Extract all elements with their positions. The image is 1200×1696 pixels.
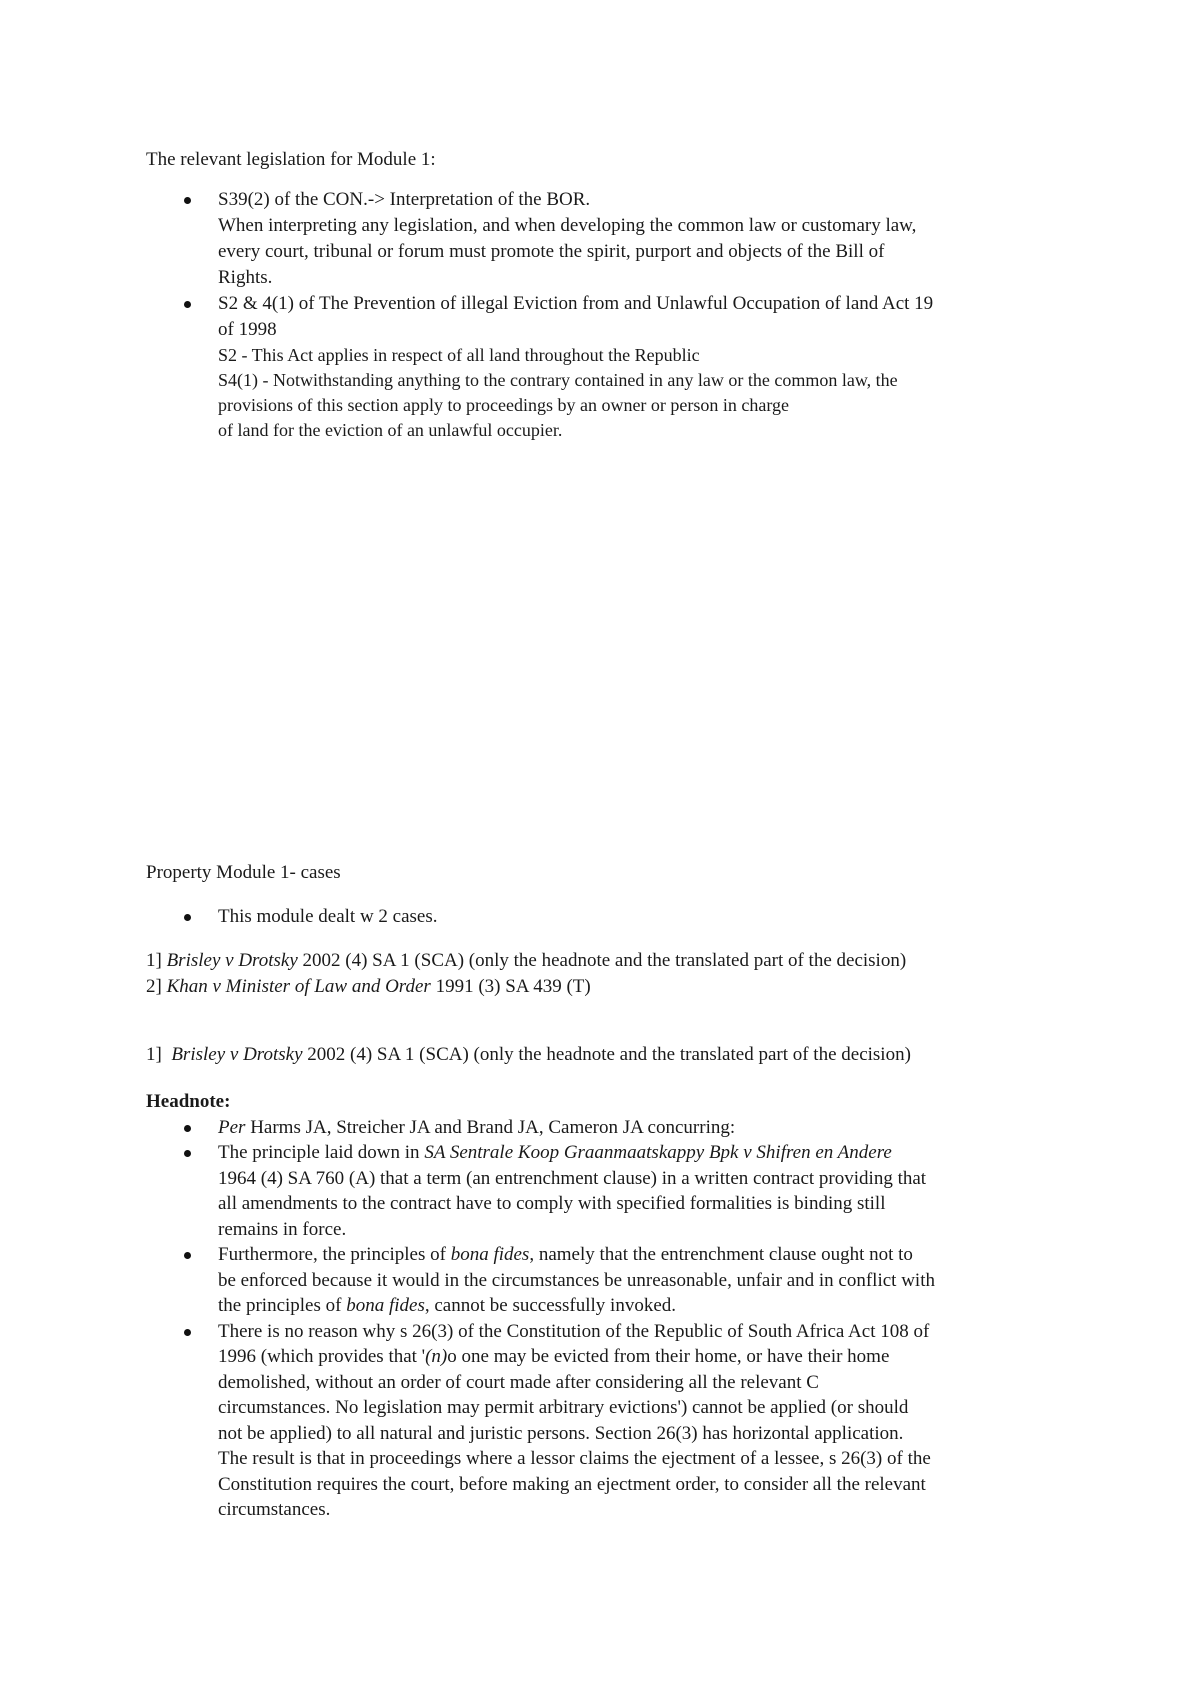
legislation-item-pie-act <box>146 291 1066 443</box>
item-title: S39(2) of the CON.-> Interpretation of the BOR. <box>218 189 591 210</box>
case-name: Khan v Minister of Law and Order <box>166 976 431 997</box>
headnote-line: 1964 (4) SA 760 (A) that a term (an entrenchment clause) in a written contract providing that <box>218 1167 927 1189</box>
bullet-icon <box>184 1140 191 1157</box>
bullet-icon <box>184 291 191 308</box>
case-number: 1] <box>146 950 162 971</box>
item-text-line: Rights. <box>218 267 273 288</box>
per-label: Per <box>218 1116 246 1138</box>
case-entry <box>146 948 1066 974</box>
bullet-icon <box>184 1319 191 1336</box>
case-entry <box>146 974 1066 1000</box>
headnote-line <box>218 1140 1066 1166</box>
headnote-bullet <box>146 1319 1066 1523</box>
case-entry <box>146 1042 1066 1068</box>
case-citation: 1991 (3) SA 439 (T) <box>435 976 591 997</box>
headnote-label: Headnote: <box>146 1091 231 1112</box>
headnote-bullet <box>146 1115 1066 1141</box>
bullet-icon <box>184 904 191 921</box>
item-text-line: When interpreting any legislation, and when developing the common law or customary law, <box>218 215 917 236</box>
headnote-text: 1996 (which provides that ' <box>218 1346 426 1367</box>
headnote-line: remains in force. <box>218 1218 347 1240</box>
item-text-line: of land for the eviction of an unlawful occupier. <box>218 420 563 440</box>
headnote-text: Harms JA, Streicher JA and Brand JA, Cameron JA concurring: <box>250 1116 736 1138</box>
headnote-line: Constitution requires the court, before making an ejectment order, to consider all the relevant <box>218 1473 926 1495</box>
case-citation: 2002 (4) SA 1 (SCA) (only the headnote and the translated part of the decision) <box>307 1044 911 1065</box>
headnote-line: circumstances. No legislation may permit arbitrary evictions') cannot be applied (or should <box>218 1397 909 1418</box>
case-name: Brisley v Drotsky <box>166 950 298 971</box>
item-title: of 1998 <box>218 319 277 340</box>
item-text-line: provisions of this section apply to proceedings by an owner or person in charge <box>218 395 790 415</box>
cases-bullet <box>146 904 1066 930</box>
headnote-line: not be applied) to all natural and juristic persons. Section 26(3) has horizontal application. <box>218 1422 904 1444</box>
case-number: 2] <box>146 976 162 997</box>
headnote-line <box>218 1344 1066 1370</box>
quoted-term: (n) <box>425 1346 448 1367</box>
headnote-bullet <box>146 1140 1066 1242</box>
headnote-line: all amendments to the contract have to comply with specified formalities is binding still <box>218 1193 886 1214</box>
headnote-text: , cannot be successfully invoked. <box>424 1295 677 1316</box>
headnote-line: circumstances. <box>218 1499 331 1520</box>
headnote-text: the principles of <box>218 1295 342 1316</box>
bullet-icon <box>184 187 191 204</box>
item-text-line: S2 - This Act applies in respect of all land throughout the Republic <box>218 345 700 365</box>
headnote-text: The principle laid down in <box>218 1142 420 1163</box>
headnote-line: demolished, without an order of court made after considering all the relevant C <box>218 1371 819 1393</box>
headnote-line <box>218 1242 1066 1268</box>
item-text-line: S4(1) - Notwithstanding anything to the contrary contained in any law or the common law, the <box>218 370 898 390</box>
case-name: Brisley v Drotsky <box>171 1044 303 1065</box>
headnote-text: , namely that the entrenchment clause ought not to <box>529 1244 913 1265</box>
latin-term: bona fides <box>346 1295 425 1316</box>
headnote-text: Furthermore, the principles of <box>218 1244 446 1265</box>
bullet-icon <box>184 1115 191 1132</box>
cases-heading: Property Module 1- cases <box>146 862 341 883</box>
legislation-section <box>146 147 1066 443</box>
item-title: S2 & 4(1) of The Prevention of illegal Eviction from and Unlawful Occupation of land Act 19 <box>218 293 934 314</box>
cases-bullet-text: This module dealt w 2 cases. <box>218 906 438 927</box>
legislation-item-s39 <box>146 187 1066 291</box>
headnote-line: There is no reason why s 26(3) of the Constitution of the Republic of South Africa Act 108 of <box>218 1320 930 1342</box>
headnote-heading <box>146 1089 1066 1115</box>
case-citation: 2002 (4) SA 1 (SCA) (only the headnote and the translated part of the decision) <box>302 950 907 971</box>
latin-term: bona fides <box>450 1244 530 1265</box>
bullet-icon <box>184 1242 191 1259</box>
headnote-text: o one may be evicted from their home, or have their home <box>447 1346 890 1367</box>
headnote-bullet <box>146 1242 1066 1319</box>
case-number: 1] <box>146 1044 162 1065</box>
headnote-line <box>218 1115 1066 1141</box>
case-name: SA Sentrale Koop Graanmaatskappy Bpk v Shifren en Andere <box>424 1142 892 1163</box>
headnote-section <box>146 1089 1066 1523</box>
headnote-line <box>218 1293 1066 1319</box>
headnote-line: The result is that in proceedings where a lessor claims the ejectment of a lessee, s 26(3) of the <box>218 1448 931 1469</box>
headnote-line: be enforced because it would in the circumstances be unreasonable, unfair and in conflict with <box>218 1269 935 1291</box>
cases-section <box>146 860 1066 1068</box>
item-text-line: every court, tribunal or forum must promote the spirit, purport and objects of the Bill of <box>218 241 885 262</box>
legislation-heading: The relevant legislation for Module 1: <box>146 149 436 170</box>
